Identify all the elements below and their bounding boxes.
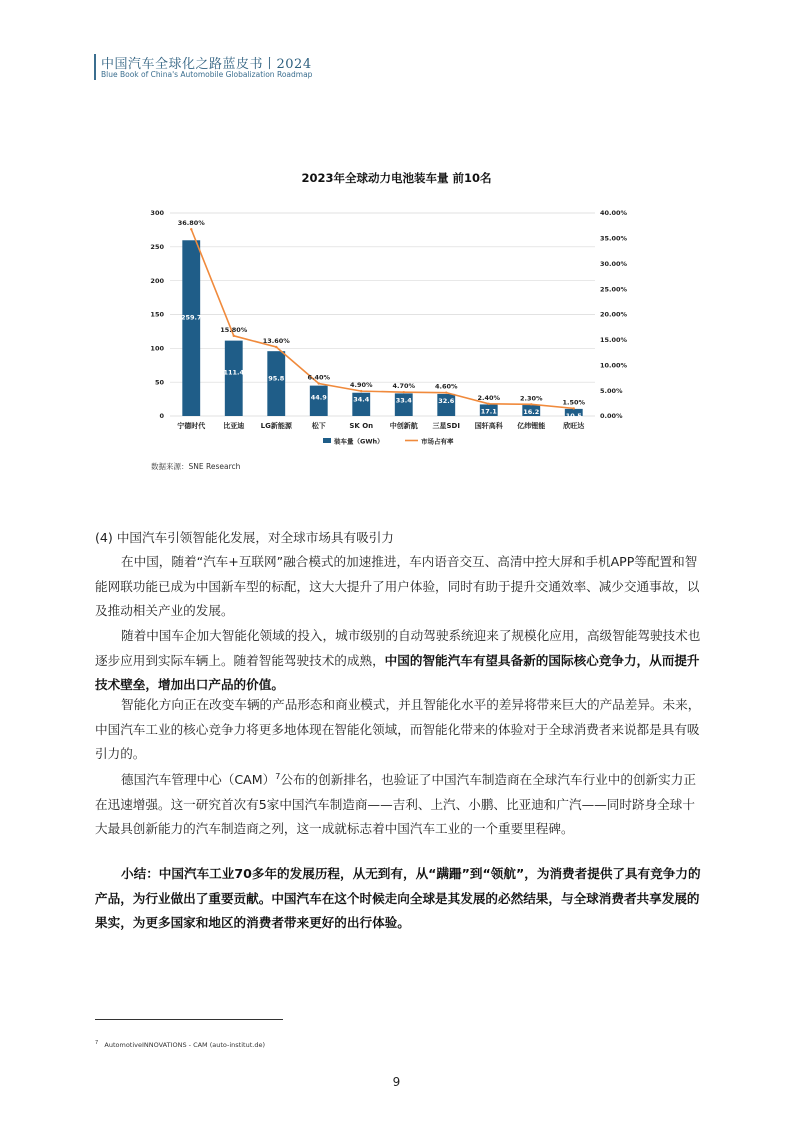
- legend-line-label: 市场占有率: [421, 437, 454, 446]
- share-point: [573, 407, 575, 409]
- y-right-tick-label: 35.00%: [600, 234, 628, 243]
- bar-value-label: 17.1: [480, 407, 497, 416]
- y-right-tick-label: 15.00%: [600, 336, 628, 345]
- page-number: 9: [392, 1075, 401, 1089]
- x-tick-label: 欣旺达: [563, 422, 585, 430]
- bar-value-label: 95.8: [268, 374, 285, 383]
- bar: [182, 240, 200, 416]
- y-left-tick-label: 250: [150, 243, 164, 252]
- share-line: [191, 229, 574, 408]
- paragraph-3: 智能化方向正在改变车辆的产品形态和商业模式，并且智能化水平的差异将带来巨大的产品差异。未来，中国汽车工业的核心竞争力将更多地体现在智能化领域，而智能化带来的体验对于全球消费者来说都是具有吸引力的。: [95, 697, 701, 761]
- share-value-label: 2.40%: [477, 393, 501, 402]
- paragraph-2: 随着中国车企加大智能化领域的投入，城市级别的自动驾驶系统迎来了规模化应用，高级智能驾驶技术也逐步应用到实际车辆上。随着智能驾驶技术的成熟，中国的智能汽车有望具备新的国际核心竞争力，从而提升技术壁垒，增加出口产品的价值。: [95, 628, 701, 692]
- y-right-tick-label: 0.00%: [600, 412, 623, 421]
- header-title: 中国汽车全球化之路蓝皮书丨2024: [101, 57, 312, 72]
- y-right-tick-label: 10.00%: [600, 361, 628, 370]
- bar-value-label: 259.7: [180, 313, 202, 322]
- footnote-ref: 7: [275, 772, 281, 781]
- y-left-tick-label: 50: [154, 378, 164, 387]
- paragraph-1: 在中国，随着“汽车+互联网”融合模式的加速推进，车内语音交互、高清中控大屏和手机APP等配置和智能网联功能已成为中国新车型的标配，这大大提升了用户体验，同时有助于提升交通效率、减少交通事故，以及推动相关产业的发展。: [95, 554, 700, 618]
- paragraph-2-bold: 中国的智能汽车有望具备新的国际核心竞争力，从而提升技术壁垒，增加出口产品的价值。: [95, 652, 700, 692]
- share-value-label: 36.80%: [177, 219, 205, 228]
- y-right-tick-label: 5.00%: [600, 386, 623, 395]
- x-tick-label: 三星SDI: [432, 422, 460, 430]
- data-source: 数据来源：SNE Research: [151, 462, 241, 471]
- x-tick-label: SK On: [349, 422, 374, 430]
- share-point: [275, 346, 277, 348]
- bar-value-label: 10.5: [565, 411, 582, 420]
- share-point: [403, 391, 405, 393]
- x-tick-label: 亿纬锂能: [517, 422, 546, 430]
- bar-value-label: 32.6: [438, 396, 455, 405]
- bar-value-label: 34.4: [353, 395, 370, 404]
- summary-paragraph: 小结：中国汽车工业70多年的发展历程，从无到有，从“蹒跚”到“领航”，为消费者提供了具有竞争力的产品，为行业做出了重要贡献。中国汽车在这个时候走向全球是其发展的必然结果，与全球消费者共享发展的果实，为更多国家和地区的消费者带来更好的出行体验。: [95, 866, 701, 930]
- share-value-label: 4.90%: [349, 381, 373, 390]
- bar-value-label: 16.2: [523, 408, 540, 417]
- share-value-label: 1.50%: [562, 398, 586, 407]
- y-right-tick-label: 30.00%: [600, 259, 628, 268]
- share-value-label: 4.60%: [434, 382, 458, 391]
- share-point: [488, 403, 490, 405]
- y-left-tick-label: 100: [150, 344, 164, 353]
- x-tick-label: 中创新航: [389, 422, 418, 430]
- share-point: [360, 390, 362, 392]
- chart-title: 2023年全球动力电池装车量 前10名: [301, 171, 492, 185]
- share-point: [190, 228, 192, 230]
- share-point: [530, 403, 532, 405]
- share-value-label: 15.80%: [220, 325, 248, 334]
- bar-value-label: 33.4: [395, 396, 412, 405]
- y-left-tick-label: 150: [150, 310, 164, 319]
- section-heading: (4) 中国汽车引领智能化发展，对全球市场具有吸引力: [95, 530, 394, 545]
- bar-value-label: 44.9: [310, 393, 327, 402]
- share-value-label: 2.30%: [519, 394, 543, 403]
- y-left-tick-label: 200: [150, 276, 164, 285]
- bar-value-label: 111.4: [223, 368, 245, 377]
- footnote-divider: [95, 1019, 283, 1020]
- share-point: [233, 335, 235, 337]
- x-tick-label: LG新能源: [260, 422, 292, 430]
- header-accent-bar: [94, 54, 96, 80]
- y-right-tick-label: 40.00%: [600, 209, 628, 218]
- y-left-tick-label: 300: [150, 209, 164, 218]
- y-right-tick-label: 20.00%: [600, 310, 628, 319]
- y-right-tick-label: 25.00%: [600, 285, 628, 294]
- header-subtitle: Blue Book of China's Automobile Globalization Roadmap: [101, 70, 313, 79]
- x-tick-label: 宁德时代: [177, 422, 206, 430]
- x-tick-label: 松下: [311, 422, 326, 430]
- legend-bar-swatch: [323, 438, 331, 443]
- footnote: $^7$ AutomotiveINNOVATIONS - CAM (auto-institut.de): [95, 1040, 265, 1050]
- paragraph-4: 德国汽车管理中心（CAM）$^7$公布的创新排名，也验证了中国汽车制造商在全球汽车行业中的创新实力正在迅速增强。这一研究首次有5家中国汽车制造商——吉利、上汽、小鹏、比亚迪和广汽——同时跻身全球十大最具创新能力的汽车制造商之列，这一成就标志着中国汽车工业的一个重要里程碑。: [95, 772, 696, 837]
- share-value-label: 13.60%: [262, 336, 290, 345]
- share-value-label: 4.70%: [392, 382, 416, 391]
- x-tick-label: 比亚迪: [223, 422, 245, 430]
- y-left-tick-label: 0: [159, 412, 164, 421]
- battery-chart: [140, 200, 640, 455]
- share-point: [318, 382, 320, 384]
- x-tick-label: 国轩高科: [474, 422, 503, 430]
- bar: [267, 351, 285, 416]
- share-point: [445, 391, 447, 393]
- share-value-label: 6.40%: [307, 373, 331, 382]
- legend-bar-label: 装车量（GWh）: [334, 437, 384, 446]
- bar: [225, 341, 243, 416]
